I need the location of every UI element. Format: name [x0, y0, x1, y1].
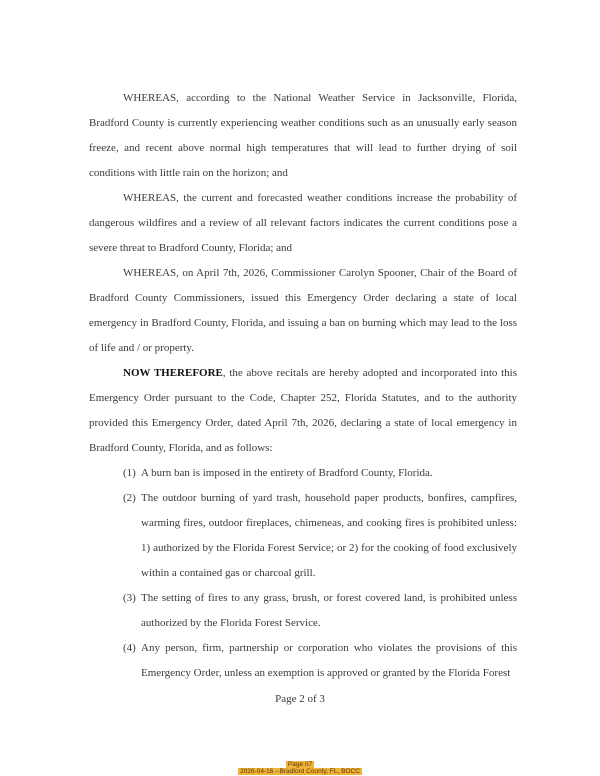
list-item — [89, 486, 517, 586]
whereas-paragraph-3: WHEREAS, on April 7th, 2026, Commissioner Carolyn Spooner, Chair of the Board of Bradford County Commissioners, issued this Emergency Order declaring a state of local emergency in Bradford County, Florida, and issuing a ban on burning which may lead to the loss of life and / or property. — [89, 267, 517, 354]
list-item-number: (3) — [123, 592, 136, 604]
list-item — [89, 636, 517, 686]
list-item-number: (2) — [123, 492, 136, 504]
stamp-page: Page 07 — [287, 761, 313, 768]
list-item-text: Any person, firm, partnership or corporation who violates the provisions of this Emergency Order, unless an exemption is approved or granted by the Florida Forest — [141, 642, 517, 679]
stamp-info: 2026-04-16 --Bradford County, FL, BOCC — [240, 768, 360, 775]
now-therefore-paragraph — [89, 361, 517, 461]
now-therefore-lead: NOW THEREFORE — [123, 367, 223, 379]
order-provisions-list — [89, 461, 517, 686]
whereas-paragraph-1: WHEREAS, according to the National Weather Service in Jacksonville, Florida, Bradford County is currently experiencing weather conditions such as an unusually early season freeze, and recent above normal high temperatures that will lead to further drying of soil conditions with little rain on the horizon; and — [89, 92, 517, 179]
list-item-text: The setting of fires to any grass, brush, or forest covered land, is prohibited unless authorized by the Florida Forest Service. — [141, 592, 517, 629]
list-item-text: The outdoor burning of yard trash, household paper products, bonfires, campfires, warming fires, outdoor fireplaces, chimeneas, and cooking fires is prohibited unless: 1) authorized by the Florida Forest Service; or 2) for the cooking of food exclusively within a contained gas or charcoal grill. — [141, 492, 517, 579]
list-item-number: (1) — [123, 467, 136, 479]
whereas-paragraph-2: WHEREAS, the current and forecasted weather conditions increase the probability of dangerous wildfires and a review of all relevant factors indicates the current conditions pose a severe threat to Bradford County, Florida; and — [89, 192, 517, 254]
list-item — [89, 586, 517, 636]
list-item — [89, 461, 517, 486]
list-item-text: A burn ban is imposed in the entirety of Bradford County, Florida. — [141, 467, 433, 479]
agenda-stamp — [0, 761, 600, 775]
page-number: Page 2 of 3 — [275, 693, 325, 705]
document-body — [89, 86, 517, 686]
list-item-number: (4) — [123, 642, 136, 654]
now-therefore-text: , the above recitals are hereby adopted and incorporated into this Emergency Order pursuant to the Code, Chapter 252, Florida Statutes, and to the authority provided this Emergency Order, dated April 7th, 2026, declaring a state of local emergency in Bradford County, Florida, and as follows: — [89, 367, 517, 454]
